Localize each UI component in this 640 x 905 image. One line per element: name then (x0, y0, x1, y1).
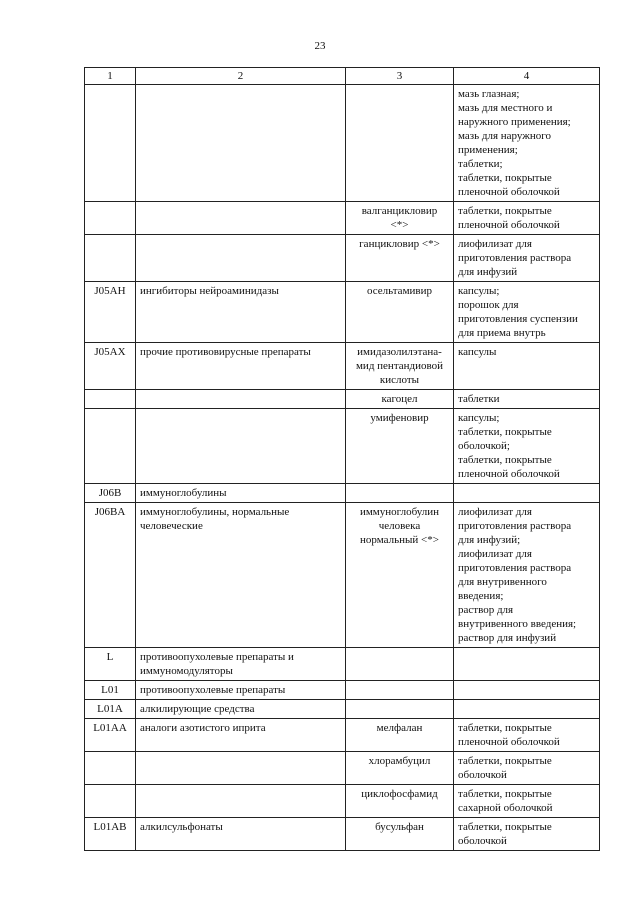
group-name-cell-text: иммуноглобулины (140, 487, 227, 499)
dosage-form-cell (454, 235, 600, 282)
atc-code-cell-text: J06B (98, 487, 122, 499)
dosage-form-cell (454, 648, 600, 681)
dosage-form-cell-text: таблетки (458, 393, 500, 405)
atc-code-cell-text: L01AB (93, 821, 127, 833)
dosage-form-cell (454, 700, 600, 719)
atc-code-cell (85, 390, 136, 409)
group-name-cell-text: аналоги азотистого иприта (140, 722, 266, 734)
table-header-row (85, 68, 600, 85)
dosage-form-cell (454, 85, 600, 202)
table-row (85, 235, 600, 282)
table-row (85, 681, 600, 700)
dosage-form-cell (454, 409, 600, 484)
table-row (85, 202, 600, 235)
drug-name-cell-text: осельтамивир (366, 285, 432, 297)
table-row (85, 785, 600, 818)
table-row (85, 700, 600, 719)
group-name-cell-text: прочие противовирусные препараты (140, 346, 311, 358)
table-row (85, 818, 600, 851)
table-row (85, 752, 600, 785)
drug-name-cell (346, 343, 454, 390)
drug-name-cell (346, 719, 454, 752)
dosage-form-cell-text: таблетки, покрытые пленочной оболочкой (458, 722, 560, 748)
atc-code-cell (85, 409, 136, 484)
table-row (85, 409, 600, 484)
atc-code-cell (85, 818, 136, 851)
dosage-form-cell (454, 202, 600, 235)
atc-code-cell-text: L (106, 651, 114, 663)
drug-name-cell (346, 785, 454, 818)
drug-name-cell (346, 648, 454, 681)
group-name-cell-text: алкилсульфонаты (140, 821, 223, 833)
drug-name-cell-text: иммуноглобулин человека нормальный <*> (359, 506, 440, 546)
atc-code-cell-text: J05AH (94, 285, 126, 297)
drug-name-cell (346, 282, 454, 343)
dosage-form-cell-text: капсулы (458, 346, 497, 358)
table-row (85, 343, 600, 390)
dosage-form-cell-text: таблетки, покрытые пленочной оболочкой (458, 205, 560, 231)
dosage-form-cell (454, 785, 600, 818)
atc-code-cell (85, 681, 136, 700)
page-number: 23 (314, 40, 326, 52)
drug-name-cell (346, 85, 454, 202)
table-row (85, 484, 600, 503)
drug-name-cell-text: валганцикловир <*> (361, 205, 438, 231)
drug-name-cell (346, 752, 454, 785)
drug-name-cell (346, 700, 454, 719)
group-name-cell (136, 818, 346, 851)
atc-code-cell (85, 484, 136, 503)
header-cell-1: 1 (85, 68, 136, 85)
dosage-form-cell (454, 719, 600, 752)
dosage-form-cell (454, 390, 600, 409)
dosage-form-cell (454, 503, 600, 648)
atc-code-cell-text: J06BA (94, 506, 126, 518)
drug-name-cell-text: мелфалан (376, 722, 423, 734)
drug-name-cell (346, 202, 454, 235)
header-cell-2: 2 (136, 68, 346, 85)
dosage-form-cell (454, 282, 600, 343)
atc-code-cell-text: L01 (101, 684, 119, 696)
atc-code-cell (85, 343, 136, 390)
drug-name-cell-text: циклофосфамид (361, 788, 438, 800)
dosage-form-cell (454, 752, 600, 785)
atc-code-cell (85, 648, 136, 681)
dosage-form-cell (454, 681, 600, 700)
group-name-cell (136, 503, 346, 648)
drug-name-cell-text: кагоцел (381, 393, 418, 405)
group-name-cell (136, 85, 346, 202)
atc-code-cell (85, 700, 136, 719)
table-row (85, 390, 600, 409)
drug-name-cell-text: ганцикловир <*> (359, 238, 440, 250)
group-name-cell (136, 343, 346, 390)
group-name-cell (136, 648, 346, 681)
group-name-cell (136, 390, 346, 409)
group-name-cell (136, 700, 346, 719)
drug-name-cell (346, 235, 454, 282)
group-name-cell (136, 785, 346, 818)
dosage-form-cell-text: мазь глазная; мазь для местного и наружного применения; мазь для наружного применения; таблетки; таблетки, покрытые пленочной оболочкой (458, 88, 571, 198)
table-row (85, 719, 600, 752)
table-row (85, 282, 600, 343)
group-name-cell (136, 719, 346, 752)
group-name-cell (136, 235, 346, 282)
atc-code-cell (85, 503, 136, 648)
dosage-form-cell (454, 818, 600, 851)
drug-name-cell-text: имидазолилэтана- мид пентандиовой кислоты (355, 346, 444, 386)
dosage-form-cell (454, 484, 600, 503)
group-name-cell-text: алкилирующие средства (140, 703, 255, 715)
drug-name-cell (346, 484, 454, 503)
table-row (85, 503, 600, 648)
group-name-cell (136, 282, 346, 343)
table-row (85, 85, 600, 202)
drug-name-cell-text: умифеновир (370, 412, 429, 424)
drug-name-cell (346, 409, 454, 484)
dosage-form-cell-text: лиофилизат для приготовления раствора для инфузий; лиофилизат для приготовления раствора для внутривенного введения; раствор для внутривенного введения; раствор для инфузий (458, 506, 577, 644)
dosage-form-cell-text: лиофилизат для приготовления раствора для инфузий (458, 238, 572, 278)
group-name-cell (136, 409, 346, 484)
group-name-cell-text: иммуноглобулины, нормальные человеческие (140, 506, 290, 532)
drug-name-cell (346, 390, 454, 409)
dosage-form-cell-text: капсулы; таблетки, покрытые оболочкой; таблетки, покрытые пленочной оболочкой (458, 412, 560, 480)
dosage-form-cell-text: таблетки, покрытые оболочкой (458, 755, 552, 781)
drug-table (84, 67, 600, 851)
atc-code-cell (85, 752, 136, 785)
dosage-form-cell-text: таблетки, покрытые сахарной оболочкой (458, 788, 553, 814)
atc-code-cell (85, 235, 136, 282)
header-cell-3: 3 (346, 68, 454, 85)
drug-name-cell (346, 503, 454, 648)
atc-code-cell (85, 719, 136, 752)
atc-code-cell-text: J05AX (94, 346, 126, 358)
atc-code-cell-text: L01AA (93, 722, 127, 734)
group-name-cell (136, 484, 346, 503)
dosage-form-cell-text: капсулы; порошок для приготовления суспензии для приема внутрь (458, 285, 578, 339)
group-name-cell (136, 681, 346, 700)
dosage-form-cell-text: таблетки, покрытые оболочкой (458, 821, 552, 847)
group-name-cell (136, 752, 346, 785)
atc-code-cell (85, 785, 136, 818)
drug-name-cell-text: хлорамбуцил (368, 755, 431, 767)
atc-code-cell (85, 85, 136, 202)
table-row (85, 648, 600, 681)
group-name-cell (136, 202, 346, 235)
group-name-cell-text: ингибиторы нейроаминидазы (140, 285, 279, 297)
header-cell-4: 4 (454, 68, 600, 85)
atc-code-cell-text: L01A (97, 703, 123, 715)
group-name-cell-text: противоопухолевые препараты и иммуномодуляторы (140, 651, 294, 677)
dosage-form-cell (454, 343, 600, 390)
drug-name-cell (346, 681, 454, 700)
drug-name-cell-text: бусульфан (375, 821, 424, 833)
group-name-cell-text: противоопухолевые препараты (140, 684, 286, 696)
drug-name-cell (346, 818, 454, 851)
atc-code-cell (85, 282, 136, 343)
atc-code-cell (85, 202, 136, 235)
